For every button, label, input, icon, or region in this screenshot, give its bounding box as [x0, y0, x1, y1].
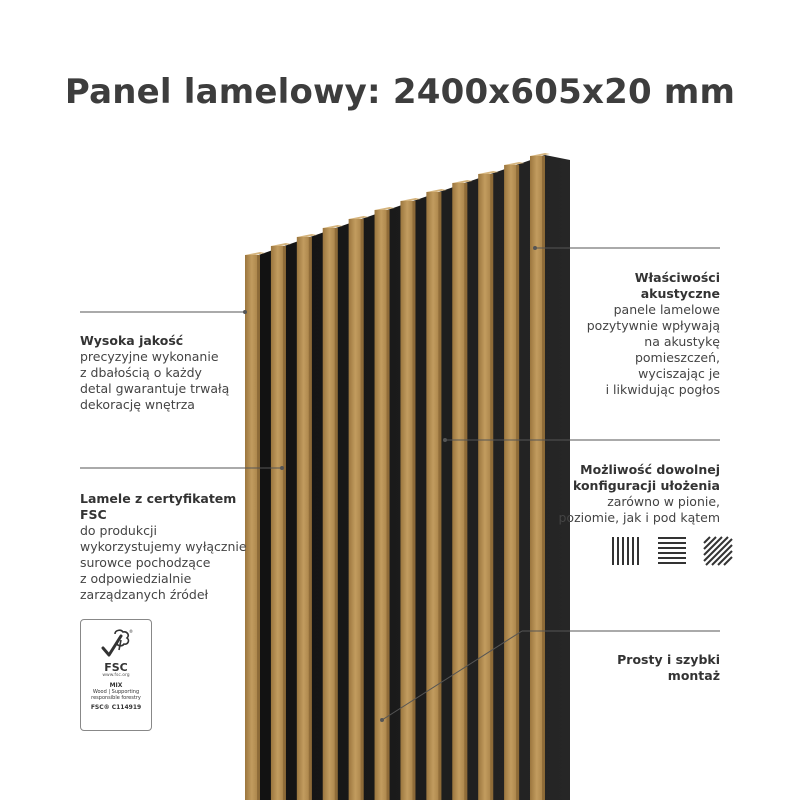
fsc-registered-mark: ®	[129, 629, 133, 634]
vertical-pattern-icon	[610, 535, 642, 567]
diagonal-pattern-icon	[702, 535, 734, 567]
slat-edge-shadow	[490, 174, 493, 800]
fsc-certificate-label	[80, 619, 152, 731]
slat-edge-shadow	[387, 210, 390, 800]
slat-edge-shadow	[542, 156, 545, 800]
callout-dot-fsc	[280, 466, 284, 470]
fsc-mix: MIX	[109, 682, 123, 689]
fsc-line: do produkcji	[80, 523, 157, 538]
horizontal-pattern-icon	[656, 535, 688, 567]
acoustic-line: wyciszając je	[638, 366, 720, 381]
fsc-url: www.fsc.org	[102, 673, 130, 678]
slat-edge-shadow	[438, 192, 441, 800]
fsc-code: FSC® C114919	[90, 704, 142, 711]
acoustic-heading: akustyczne	[640, 286, 720, 301]
orientation-patterns	[610, 535, 734, 567]
config-feature	[559, 462, 721, 526]
page-title: Panel lamelowy: 2400x605x20 mm	[64, 72, 736, 112]
acoustic-line: i likwidując pogłos	[605, 382, 720, 397]
callout-dot-config	[443, 438, 447, 442]
acoustic-line: pomieszczeń,	[634, 350, 720, 365]
fsc-feature	[80, 491, 247, 603]
slat-edge-shadow	[464, 183, 467, 800]
callout-dot-mounting	[380, 718, 384, 722]
slat-edge-shadow	[516, 165, 519, 800]
acoustic-line: panele lamelowe	[613, 302, 720, 317]
mounting-heading: Prosty i szybki	[617, 652, 720, 667]
quality-feature	[80, 333, 229, 413]
mounting-feature	[617, 652, 720, 684]
fsc-desc: responsible forestry	[91, 695, 141, 701]
fsc-tree-checkmark-icon	[99, 628, 133, 658]
config-line: poziomie, jak i pod kątem	[558, 510, 720, 525]
acoustic-heading: Właściwości	[634, 270, 720, 285]
quality-line: precyzyjne wykonanie	[80, 349, 219, 364]
slat-edge-shadow	[335, 228, 338, 800]
fsc-line: zarządzanych źródeł	[80, 587, 209, 602]
acoustic-line: na akustykę	[644, 334, 720, 349]
fsc-heading: Lamele z certyfikatem	[80, 491, 237, 506]
acoustic-feature	[587, 270, 720, 398]
slat-edge-shadow	[283, 246, 286, 800]
fsc-word: FSC	[104, 661, 128, 674]
mounting-heading: montaż	[667, 668, 720, 683]
acoustic-line: pozytywnie wpływają	[586, 318, 720, 333]
config-heading: konfiguracji ułożenia	[572, 478, 720, 493]
slat-edge-shadow	[412, 201, 415, 800]
fsc-line: wykorzystujemy wyłącznie	[80, 539, 247, 554]
slat-edge-shadow	[309, 237, 312, 800]
quality-line: z dbałością o każdy	[80, 365, 202, 380]
callout-dot-quality	[243, 310, 247, 314]
quality-line: dekorację wnętrza	[80, 397, 195, 412]
fsc-desc: Wood | Supporting	[92, 689, 140, 695]
callout-dot-acoustic	[533, 246, 537, 250]
config-line: zarówno w pionie,	[607, 494, 720, 509]
quality-heading: Wysoka jakość	[80, 333, 184, 348]
quality-line: detal gwarantuje trwałą	[80, 381, 230, 396]
config-heading: Możliwość dowolnej	[580, 462, 720, 477]
slat-edge-shadow	[257, 255, 260, 800]
fsc-heading: FSC	[80, 507, 107, 522]
fsc-line: surowce pochodzące	[80, 555, 211, 570]
slat-edge-shadow	[361, 219, 364, 800]
fsc-line: z odpowiedzialnie	[80, 571, 192, 586]
